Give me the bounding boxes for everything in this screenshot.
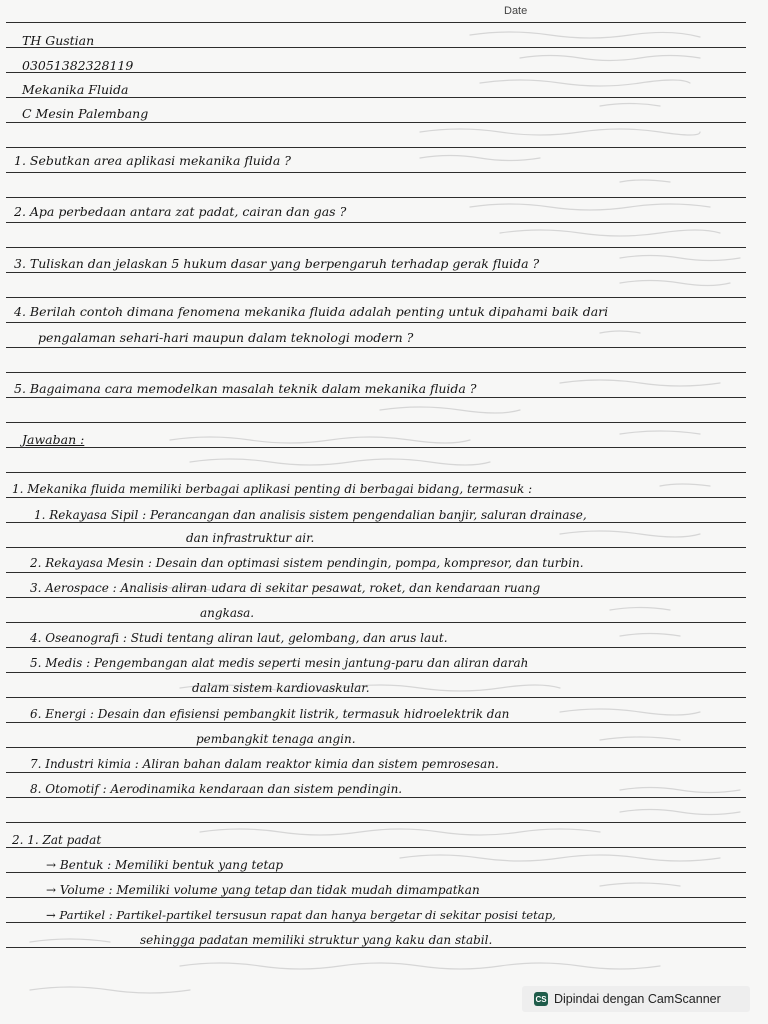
answer-1-item: 4. Oseanografi : Studi tentang aliran laut, gelombang, dan arus laut.: [30, 631, 448, 645]
answer-1-item: 8. Otomotif : Aerodinamika kendaraan dan sistem pendingin.: [30, 782, 403, 796]
student-name: TH Gustian: [22, 33, 95, 48]
camscanner-watermark: [522, 986, 750, 1012]
answer-1-item-continued: dalam sistem kardiovaskular.: [192, 681, 370, 695]
question-5: 5. Bagaimana cara memodelkan masalah teknik dalam mekanika fluida ?: [14, 381, 477, 396]
answer-1-item: 7. Industri kimia : Aliran bahan dalam reaktor kimia dan sistem pemrosesan.: [30, 757, 499, 771]
answer-2-item: → Volume : Memiliki volume yang tetap dan tidak mudah dimampatkan: [46, 883, 480, 897]
answer-1-item: 3. Aerospace : Analisis aliran udara di sekitar pesawat, roket, dan kendaraan ruang: [30, 581, 541, 595]
watermark-text: Dipindai dengan CamScanner: [554, 992, 721, 1006]
answer-2-item: → Partikel : Partikel-partikel tersusun rapat dan hanya bergetar di sekitar posisi tetap,: [46, 908, 556, 922]
question-1: 1. Sebutkan area aplikasi mekanika fluida ?: [14, 153, 291, 168]
answer-1-item: 5. Medis : Pengembangan alat medis seperti mesin jantung-paru dan aliran darah: [30, 656, 529, 670]
answer-1-item: 2. Rekayasa Mesin : Desain dan optimasi sistem pendingin, pompa, kompresor, dan turbin.: [30, 556, 584, 570]
answer-1-item: 6. Energi : Desain dan efisiensi pembangkit listrik, termasuk hidroelektrik dan: [30, 707, 510, 721]
question-3: 3. Tuliskan dan jelaskan 5 hukum dasar yang berpengaruh terhadap gerak fluida ?: [14, 256, 540, 271]
course-name: Mekanika Fluida: [22, 82, 129, 97]
answer-1-item-continued: pembangkit tenaga angin.: [196, 732, 356, 746]
answer-2-item: → Bentuk : Memiliki bentuk yang tetap: [46, 858, 284, 872]
answer-1-intro: 1. Mekanika fluida memiliki berbagai aplikasi penting di berbagai bidang, termasuk :: [12, 482, 533, 496]
class-name: C Mesin Palembang: [22, 106, 149, 121]
question-4: 4. Berilah contoh dimana fenomena mekanika fluida adalah penting untuk dipahami baik dari: [14, 304, 609, 319]
question-4-continued: pengalaman sehari-hari maupun dalam teknologi modern ?: [38, 330, 414, 345]
answers-heading: Jawaban :: [22, 432, 85, 447]
answer-1-item-continued: angkasa.: [200, 606, 255, 620]
answer-1-item: 1. Rekayasa Sipil : Perancangan dan analisis sistem pengendalian banjir, saluran drainase,: [34, 508, 587, 522]
answer-2-heading: 2. 1. Zat padat: [12, 833, 102, 847]
date-label: Date: [504, 5, 528, 17]
camscanner-logo-icon: CS: [534, 992, 548, 1006]
answer-2-item-continued: sehingga padatan memiliki struktur yang kaku dan stabil.: [140, 933, 493, 947]
answer-1-item-continued: dan infrastruktur air.: [186, 531, 315, 545]
student-id: 03051382328119: [22, 58, 134, 73]
question-2: 2. Apa perbedaan antara zat padat, cairan dan gas ?: [14, 204, 347, 219]
